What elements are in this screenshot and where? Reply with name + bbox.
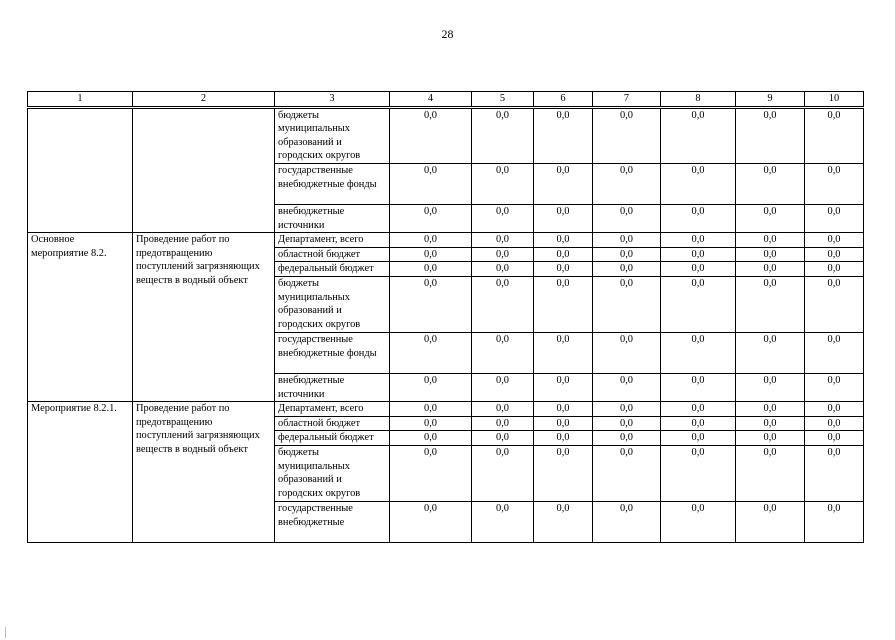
value-cell: 0,0 bbox=[390, 416, 472, 431]
value-cell: 0,0 bbox=[661, 416, 736, 431]
value-cell: 0,0 bbox=[736, 402, 805, 417]
value-cell: 0,0 bbox=[661, 431, 736, 446]
funding-source: областной бюджет bbox=[275, 247, 390, 262]
value-cell: 0,0 bbox=[661, 445, 736, 501]
value-cell: 0,0 bbox=[805, 276, 864, 332]
value-cell: 0,0 bbox=[736, 233, 805, 248]
funding-source: Департамент, всего bbox=[275, 402, 390, 417]
header-row bbox=[28, 92, 864, 108]
header-cell: 9 bbox=[736, 92, 805, 108]
value-cell: 0,0 bbox=[736, 431, 805, 446]
header-cell: 8 bbox=[661, 92, 736, 108]
value-cell: 0,0 bbox=[736, 247, 805, 262]
value-cell: 0,0 bbox=[593, 445, 661, 501]
header-cell: 10 bbox=[805, 92, 864, 108]
budget-table bbox=[27, 91, 864, 543]
value-cell: 0,0 bbox=[805, 332, 864, 373]
value-cell: 0,0 bbox=[805, 445, 864, 501]
value-cell: 0,0 bbox=[661, 332, 736, 373]
value-cell: 0,0 bbox=[736, 332, 805, 373]
activity-description: Проведение работ по предотвращению поступлений загрязняющих веществ в водный объект bbox=[133, 402, 275, 543]
value-cell: 0,0 bbox=[805, 233, 864, 248]
header-cell: 4 bbox=[390, 92, 472, 108]
value-cell: 0,0 bbox=[593, 373, 661, 401]
table-header bbox=[28, 92, 864, 108]
value-cell: 0,0 bbox=[736, 107, 805, 163]
table-body bbox=[28, 107, 864, 542]
value-cell: 0,0 bbox=[805, 204, 864, 232]
value-cell: 0,0 bbox=[736, 276, 805, 332]
value-cell: 0,0 bbox=[472, 501, 534, 542]
activity-description: Проведение работ по предотвращению поступлений загрязняющих веществ в водный объект bbox=[133, 233, 275, 402]
value-cell: 0,0 bbox=[472, 373, 534, 401]
header-cell: 7 bbox=[593, 92, 661, 108]
value-cell: 0,0 bbox=[736, 163, 805, 204]
header-cell: 3 bbox=[275, 92, 390, 108]
value-cell: 0,0 bbox=[661, 402, 736, 417]
value-cell: 0,0 bbox=[534, 431, 593, 446]
value-cell: 0,0 bbox=[736, 416, 805, 431]
value-cell: 0,0 bbox=[472, 416, 534, 431]
value-cell: 0,0 bbox=[593, 107, 661, 163]
value-cell: 0,0 bbox=[736, 501, 805, 542]
funding-source: федеральный бюджет bbox=[275, 262, 390, 277]
value-cell: 0,0 bbox=[736, 204, 805, 232]
value-cell: 0,0 bbox=[534, 163, 593, 204]
value-cell: 0,0 bbox=[805, 402, 864, 417]
value-cell: 0,0 bbox=[390, 262, 472, 277]
value-cell: 0,0 bbox=[534, 276, 593, 332]
table-row bbox=[28, 402, 864, 417]
funding-source: бюджеты муниципальных образований и городских округов bbox=[275, 107, 390, 163]
value-cell: 0,0 bbox=[390, 204, 472, 232]
value-cell: 0,0 bbox=[390, 332, 472, 373]
value-cell: 0,0 bbox=[534, 416, 593, 431]
value-cell: 0,0 bbox=[534, 402, 593, 417]
value-cell: 0,0 bbox=[472, 204, 534, 232]
value-cell: 0,0 bbox=[390, 431, 472, 446]
value-cell: 0,0 bbox=[390, 402, 472, 417]
value-cell: 0,0 bbox=[390, 163, 472, 204]
funding-source: государственные внебюджетные фонды bbox=[275, 332, 390, 373]
header-cell: 6 bbox=[534, 92, 593, 108]
value-cell: 0,0 bbox=[390, 276, 472, 332]
value-cell: 0,0 bbox=[736, 373, 805, 401]
page-number: 28 bbox=[441, 27, 454, 41]
table-row bbox=[28, 107, 864, 163]
value-cell: 0,0 bbox=[593, 431, 661, 446]
value-cell: 0,0 bbox=[805, 431, 864, 446]
funding-source: бюджеты муниципальных образований и городских округов bbox=[275, 445, 390, 501]
value-cell: 0,0 bbox=[661, 262, 736, 277]
activity-name bbox=[28, 107, 133, 233]
value-cell: 0,0 bbox=[472, 402, 534, 417]
value-cell: 0,0 bbox=[805, 416, 864, 431]
activity-name: Основное мероприятие 8.2. bbox=[28, 233, 133, 402]
value-cell: 0,0 bbox=[472, 163, 534, 204]
value-cell: 0,0 bbox=[593, 501, 661, 542]
value-cell: 0,0 bbox=[472, 276, 534, 332]
value-cell: 0,0 bbox=[593, 233, 661, 248]
funding-source: внебюджетные источники bbox=[275, 373, 390, 401]
header-cell: 5 bbox=[472, 92, 534, 108]
header-cell: 2 bbox=[133, 92, 275, 108]
value-cell: 0,0 bbox=[472, 233, 534, 248]
funding-source: областной бюджет bbox=[275, 416, 390, 431]
value-cell: 0,0 bbox=[661, 247, 736, 262]
value-cell: 0,0 bbox=[534, 332, 593, 373]
value-cell: 0,0 bbox=[534, 373, 593, 401]
value-cell: 0,0 bbox=[805, 262, 864, 277]
activity-description bbox=[133, 107, 275, 233]
value-cell: 0,0 bbox=[805, 163, 864, 204]
value-cell: 0,0 bbox=[736, 262, 805, 277]
funding-source: внебюджетные источники bbox=[275, 204, 390, 232]
value-cell: 0,0 bbox=[805, 373, 864, 401]
value-cell: 0,0 bbox=[593, 332, 661, 373]
table-row bbox=[28, 233, 864, 248]
value-cell: 0,0 bbox=[534, 445, 593, 501]
value-cell: 0,0 bbox=[534, 107, 593, 163]
value-cell: 0,0 bbox=[805, 107, 864, 163]
value-cell: 0,0 bbox=[661, 373, 736, 401]
value-cell: 0,0 bbox=[390, 373, 472, 401]
value-cell: 0,0 bbox=[472, 332, 534, 373]
value-cell: 0,0 bbox=[534, 204, 593, 232]
value-cell: 0,0 bbox=[472, 262, 534, 277]
value-cell: 0,0 bbox=[805, 247, 864, 262]
value-cell: 0,0 bbox=[534, 233, 593, 248]
value-cell: 0,0 bbox=[661, 204, 736, 232]
value-cell: 0,0 bbox=[593, 247, 661, 262]
value-cell: 0,0 bbox=[390, 247, 472, 262]
value-cell: 0,0 bbox=[593, 416, 661, 431]
scan-mark bbox=[5, 627, 6, 638]
value-cell: 0,0 bbox=[472, 107, 534, 163]
funding-source: федеральный бюджет bbox=[275, 431, 390, 446]
value-cell: 0,0 bbox=[472, 247, 534, 262]
value-cell: 0,0 bbox=[472, 431, 534, 446]
value-cell: 0,0 bbox=[661, 233, 736, 248]
value-cell: 0,0 bbox=[661, 276, 736, 332]
activity-name: Мероприятие 8.2.1. bbox=[28, 402, 133, 543]
value-cell: 0,0 bbox=[534, 247, 593, 262]
value-cell: 0,0 bbox=[534, 262, 593, 277]
value-cell: 0,0 bbox=[593, 204, 661, 232]
funding-source: бюджеты муниципальных образований и городских округов bbox=[275, 276, 390, 332]
value-cell: 0,0 bbox=[534, 501, 593, 542]
value-cell: 0,0 bbox=[593, 276, 661, 332]
value-cell: 0,0 bbox=[661, 163, 736, 204]
funding-source: государственные внебюджетные bbox=[275, 501, 390, 542]
value-cell: 0,0 bbox=[593, 262, 661, 277]
funding-source: Департамент, всего bbox=[275, 233, 390, 248]
value-cell: 0,0 bbox=[390, 445, 472, 501]
value-cell: 0,0 bbox=[661, 501, 736, 542]
value-cell: 0,0 bbox=[661, 107, 736, 163]
value-cell: 0,0 bbox=[390, 107, 472, 163]
value-cell: 0,0 bbox=[593, 163, 661, 204]
value-cell: 0,0 bbox=[736, 445, 805, 501]
value-cell: 0,0 bbox=[472, 445, 534, 501]
value-cell: 0,0 bbox=[805, 501, 864, 542]
value-cell: 0,0 bbox=[390, 501, 472, 542]
value-cell: 0,0 bbox=[390, 233, 472, 248]
funding-source: государственные внебюджетные фонды bbox=[275, 163, 390, 204]
header-cell: 1 bbox=[28, 92, 133, 108]
value-cell: 0,0 bbox=[593, 402, 661, 417]
